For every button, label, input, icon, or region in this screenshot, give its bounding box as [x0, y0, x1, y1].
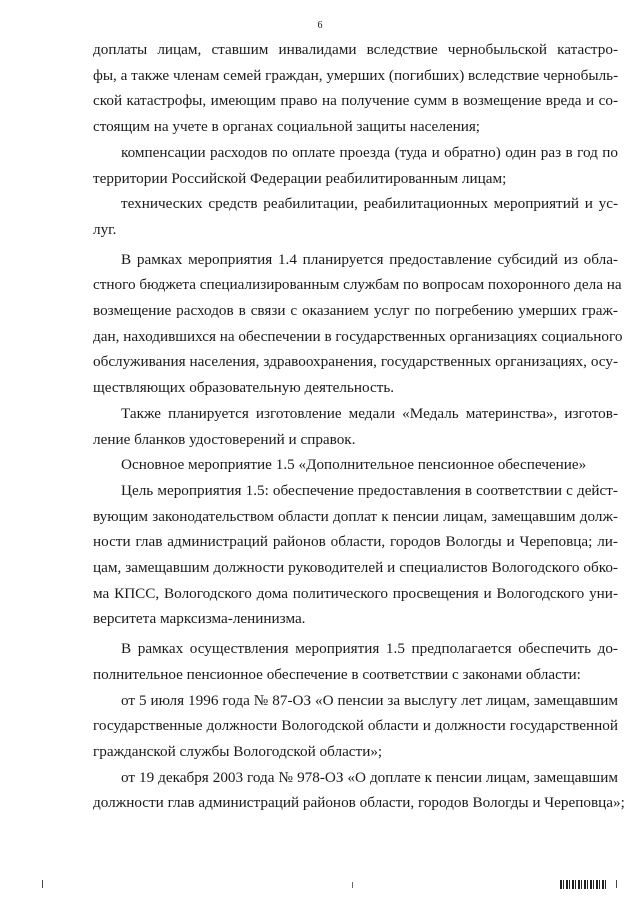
text-line: цам, замещавшим должности руководителей и специалистов Вологодского обко-	[93, 559, 618, 577]
text-line: луг.	[93, 220, 117, 238]
text-line: государственные должности Вологодской области и должности государственной	[93, 717, 618, 735]
text-line: ской катастрофы, имеющим право на получение сумм в возмещение вреда и со-	[93, 92, 618, 110]
text-line: от 19 декабря 2003 года № 978-ОЗ «О доплате к пенсии лицам, замещавшим	[121, 768, 618, 786]
scan-edge-mark	[42, 880, 43, 888]
text-line: компенсации расходов по оплате проезда (туда и обратно) один раз в год по	[121, 143, 618, 161]
text-line: ности глав администраций районов области, городов Вологды и Череповца; ли-	[93, 533, 618, 551]
document-body	[93, 37, 625, 816]
text-line: ление бланков удостоверений и справок.	[93, 430, 356, 448]
section-heading: Основное мероприятие 1.5 «Дополнительное пенсионное обеспечение»	[121, 456, 587, 474]
text-line: фы, а также членам семей граждан, умерших (погибших) вследствие чернобыль-	[93, 66, 619, 84]
text-line: вующим законодательством области доплат к пенсии лицам, замещавшим долж-	[93, 507, 618, 525]
text-line: ма КПСС, Вологодского дома политического просвещения и Вологодского уни-	[93, 584, 618, 602]
text-line: стоящим на учете в органах социальной защиты населения;	[93, 118, 481, 136]
text-line: Также планируется изготовление медали «Медаль материнства», изготов-	[121, 404, 618, 422]
text-line: территории Российской Федерации реабилитированным лицам;	[93, 169, 507, 187]
text-line: полнительное пенсионное обеспечение в соответствии с законами области:	[93, 665, 581, 683]
text-line: стного бюджета специализированным службам по вопросам похоронного дела на	[93, 276, 622, 294]
scan-edge-mark	[352, 882, 353, 888]
text-line: В рамках осуществления мероприятия 1.5 предполагается обеспечить до-	[121, 640, 618, 658]
text-line: от 5 июля 1996 года № 87-ОЗ «О пенсии за выслугу лет лицам, замещавшим	[121, 691, 618, 709]
text-line: технических средств реабилитации, реабилитационных мероприятий и ус-	[121, 195, 618, 213]
scan-edge-mark	[616, 880, 617, 888]
barcode-mark	[560, 880, 608, 889]
text-line: обслуживания населения, здравоохранения, государственных организациях, осу-	[93, 353, 618, 371]
text-line: доплаты лицам, ставшим инвалидами вследствие чернобыльской катастро-	[93, 41, 618, 58]
text-line: ществляющих образовательную деятельность.	[93, 379, 395, 397]
text-line: верситета марксизма-ленинизма.	[93, 610, 306, 628]
text-line: должности глав администраций районов области, городов Вологды и Череповца»;	[93, 794, 625, 812]
text-line: В рамках мероприятия 1.4 планируется предоставление субсидий из обла-	[121, 250, 618, 268]
text-line: гражданской службы Вологодской области»;	[93, 742, 383, 760]
page-number: 6	[317, 20, 323, 31]
text-line: Цель мероприятия 1.5: обеспечение предоставления в соответствии с дейст-	[121, 481, 618, 499]
text-line: дан, находившихся на обеспечении в государственных организациях социального	[93, 327, 623, 345]
text-line: возмещение расходов в связи с оказанием услуг по погребению умерших граж-	[93, 302, 618, 320]
